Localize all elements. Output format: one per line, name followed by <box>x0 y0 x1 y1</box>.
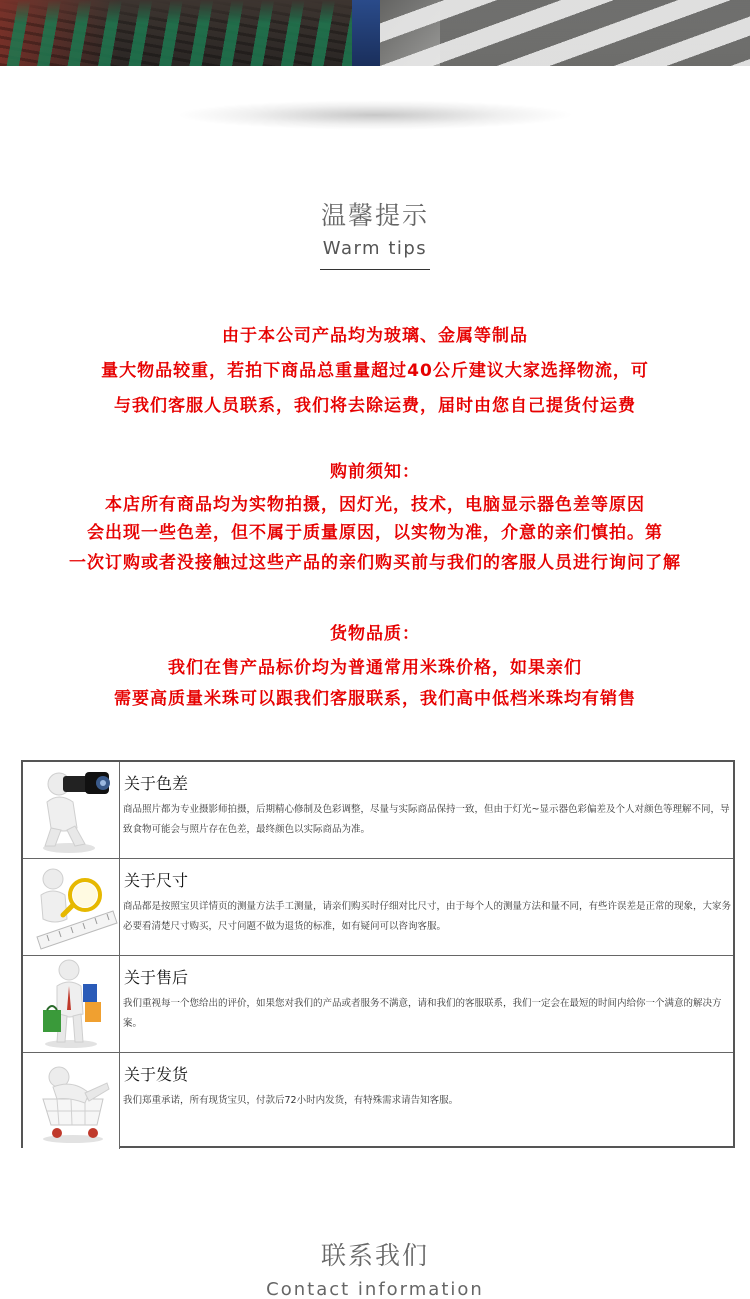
purchase-line: 一次订购或者没接触过这些产品的亲们购买前与我们的客服人员进行询问了解 <box>69 553 681 573</box>
tips-title-en: Warm tips <box>322 238 428 259</box>
shopping-cart-figure-icon <box>23 1053 120 1149</box>
purchase-line: 本店所有商品均为实物拍摄，因灯光，技术，电脑显示器色差等原因 <box>105 495 645 515</box>
contact-title-cn: 联系我们 <box>320 1241 429 1270</box>
info-row-color <box>23 762 733 859</box>
hero-photo-strip <box>0 0 750 66</box>
info-row-shipping <box>23 1053 733 1150</box>
warehouse-photo-right <box>380 0 750 66</box>
shopping-bags-figure-icon <box>23 956 120 1052</box>
info-title: 关于尺寸 <box>124 871 189 890</box>
tips-title-underline <box>320 269 430 270</box>
notice-line: 由于本公司产品均为玻璃、金属等制品 <box>222 326 528 346</box>
camera-figure-icon <box>23 762 120 858</box>
info-title: 关于售后 <box>124 968 189 987</box>
warehouse-photo-left <box>0 0 380 66</box>
info-table <box>21 760 735 1148</box>
info-description: 我们郑重承诺，所有现货宝贝，付款后72小时内发货，有特殊需求请告知客服。 <box>123 1095 459 1106</box>
notice-line: 量大物品较重，若拍下商品总重量超过40公斤建议大家选择物流，可 <box>101 361 649 381</box>
decorative-shadow <box>175 100 575 130</box>
quality-heading: 货物品质： <box>330 624 420 644</box>
info-description: 商品照片都为专业摄影师拍摄，后期精心修制及色彩调整，尽量与实际商品保持一致，但由于灯光~显示器色彩偏差及个人对颜色等理解不同，导致食物可能会与照片存在色差，最终颜色以实际商品为准。 <box>123 804 730 835</box>
info-row-size <box>23 859 733 956</box>
quality-line: 我们在售产品标价均为普通常用米珠价格，如果亲们 <box>168 658 582 678</box>
purchase-heading: 购前须知： <box>330 462 420 482</box>
info-title: 关于色差 <box>124 774 189 793</box>
tips-title-cn: 温馨提示 <box>320 201 429 230</box>
quality-line: 需要高质量米珠可以跟我们客服联系，我们高中低档米珠均有销售 <box>114 689 636 709</box>
info-title: 关于发货 <box>124 1065 189 1084</box>
info-description: 商品都是按照宝贝详情页的测量方法手工测量，请亲们购买时仔细对比尺寸，由于每个人的测量方法和量不同，有些许误差是正常的现象，大家务必要看清楚尺寸购买，尺寸问题不做为退货的标准，如有疑问可以咨询客服。 <box>123 901 732 932</box>
purchase-line: 会出现一些色差，但不属于质量原因，以实物为准，介意的亲们慎拍。第 <box>87 523 663 543</box>
contact-title-en: Contact information <box>266 1279 484 1299</box>
magnifier-ruler-figure-icon <box>23 859 120 955</box>
notice-line: 与我们客服人员联系，我们将去除运费，届时由您自己提货付运费 <box>114 396 636 416</box>
info-row-after-sales <box>23 956 733 1053</box>
info-description: 我们重视每一个您给出的评价，如果您对我们的产品或者服务不满意，请和我们的客服联系，我们一定会在最短的时间内给你一个满意的解决方案。 <box>123 998 722 1029</box>
